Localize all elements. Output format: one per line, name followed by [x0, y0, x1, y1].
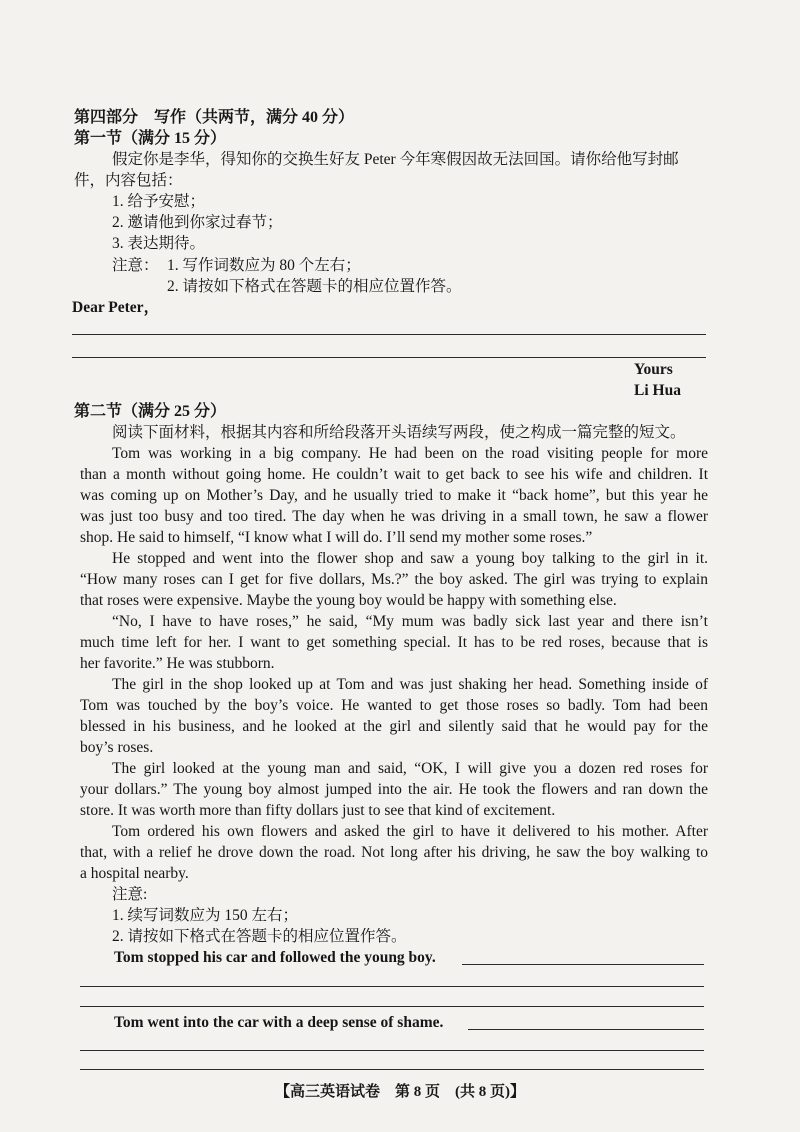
story-line: shop. He said to himself, “I know what I will do. I’ll send my mother some roses.” [80, 529, 593, 546]
story-line: The girl in the shop looked up at Tom and was just shaking her head. Something inside of [112, 676, 708, 693]
section1-item: 1. 给予安慰； [112, 193, 206, 210]
section2-instruction: 阅读下面材料，根据其内容和所给段落开头语续写两段，使之构成一篇完整的短文。 [112, 424, 686, 441]
story-line: her favorite.” He was stubborn. [80, 655, 275, 672]
story-line: than a month without going home. He couldn’t wait to get back to see his wife and children. It [80, 466, 708, 483]
section1-item: 3. 表达期待。 [112, 235, 206, 252]
section1-prompt-line2: 件，内容包括： [74, 172, 183, 189]
answer-line [72, 334, 706, 335]
section2-title: 第二节（满分 25 分） [74, 403, 227, 420]
answer-line [80, 1069, 704, 1070]
story-line: “No, I have to have roses,” he said, “My mum was badly sick last year and there isn’t [112, 613, 708, 630]
story-line: a hospital nearby. [80, 865, 189, 882]
section1-item: 2. 邀请他到你家过春节； [112, 214, 283, 231]
section1-title: 第一节（满分 15 分） [74, 130, 227, 147]
section2-note-label: 注意: [112, 886, 148, 903]
story-line: “How many roses can I get for five dollars, Ms.?” the boy asked. The girl was trying to explain [80, 571, 708, 588]
section2-note: 1. 续写词数应为 150 左右； [112, 907, 299, 924]
letter-closing: Yours [634, 361, 673, 378]
story-line: Tom was touched by the boy’s voice. He wanted to get those roses so badly. Tom had been [80, 697, 708, 714]
section1-prompt-line1: 假定你是李华，得知你的交换生好友 Peter 今年寒假因故无法回国。请你给他写封邮 [112, 151, 679, 168]
answer-line [468, 1029, 704, 1030]
section1-note: 1. 写作词数应为 80 个左右； [167, 257, 361, 274]
answer-line [72, 357, 706, 358]
story-line: your dollars.” The young boy almost jumped into the air. He took the flowers and ran down the [80, 781, 708, 798]
paragraph2-start: Tom went into the car with a deep sense of shame. [114, 1014, 444, 1031]
story-line: much time left for her. I want to get something special. It has to be red roses, because that is [80, 634, 708, 651]
section2-note: 2. 请按如下格式在答题卡的相应位置作答。 [112, 928, 407, 945]
section1-note-label: 注意： [112, 257, 159, 274]
answer-line [80, 1050, 704, 1051]
story-line: Tom ordered his own flowers and asked the girl to have it delivered to his mother. After [112, 823, 708, 840]
story-line: He stopped and went into the flower shop and saw a young boy talking to the girl in it. [112, 550, 708, 567]
page-footer: 【高三英语试卷 第 8 页 (共 8 页)】 [275, 1084, 525, 1100]
letter-signature: Li Hua [634, 382, 681, 399]
story-line: was just too busy and too tired. The day when he was driving in a small town, he saw a flower [80, 508, 708, 525]
story-line: was coming up on Mother’s Day, and he usually tried to make it “back home”, but this year he [80, 487, 708, 504]
part-title: 第四部分 写作（共两节，满分 40 分） [74, 109, 355, 126]
story-line: store. It was worth more than fifty dollars just to see that kind of excitement. [80, 802, 556, 819]
letter-salutation: Dear Peter， [72, 299, 160, 316]
story-line: that, with a relief he drove down the road. Not long after his driving, he saw the boy walking to [80, 844, 708, 861]
story-line: Tom was working in a big company. He had been on the road visiting people for more [112, 445, 708, 462]
story-line: boy’s roses. [80, 739, 154, 756]
section1-note: 2. 请按如下格式在答题卡的相应位置作答。 [167, 278, 462, 295]
story-line: The girl looked at the young man and said, “OK, I will give you a dozen red roses for [112, 760, 708, 777]
answer-line [462, 964, 704, 965]
story-line: blessed in his business, and he looked at the girl and silently said that he would pay for the [80, 718, 708, 735]
story-line: that roses were expensive. Maybe the young boy would be happy with something else. [80, 592, 617, 609]
paragraph1-start: Tom stopped his car and followed the young boy. [114, 949, 436, 966]
answer-line [80, 1006, 704, 1007]
answer-line [80, 986, 704, 987]
